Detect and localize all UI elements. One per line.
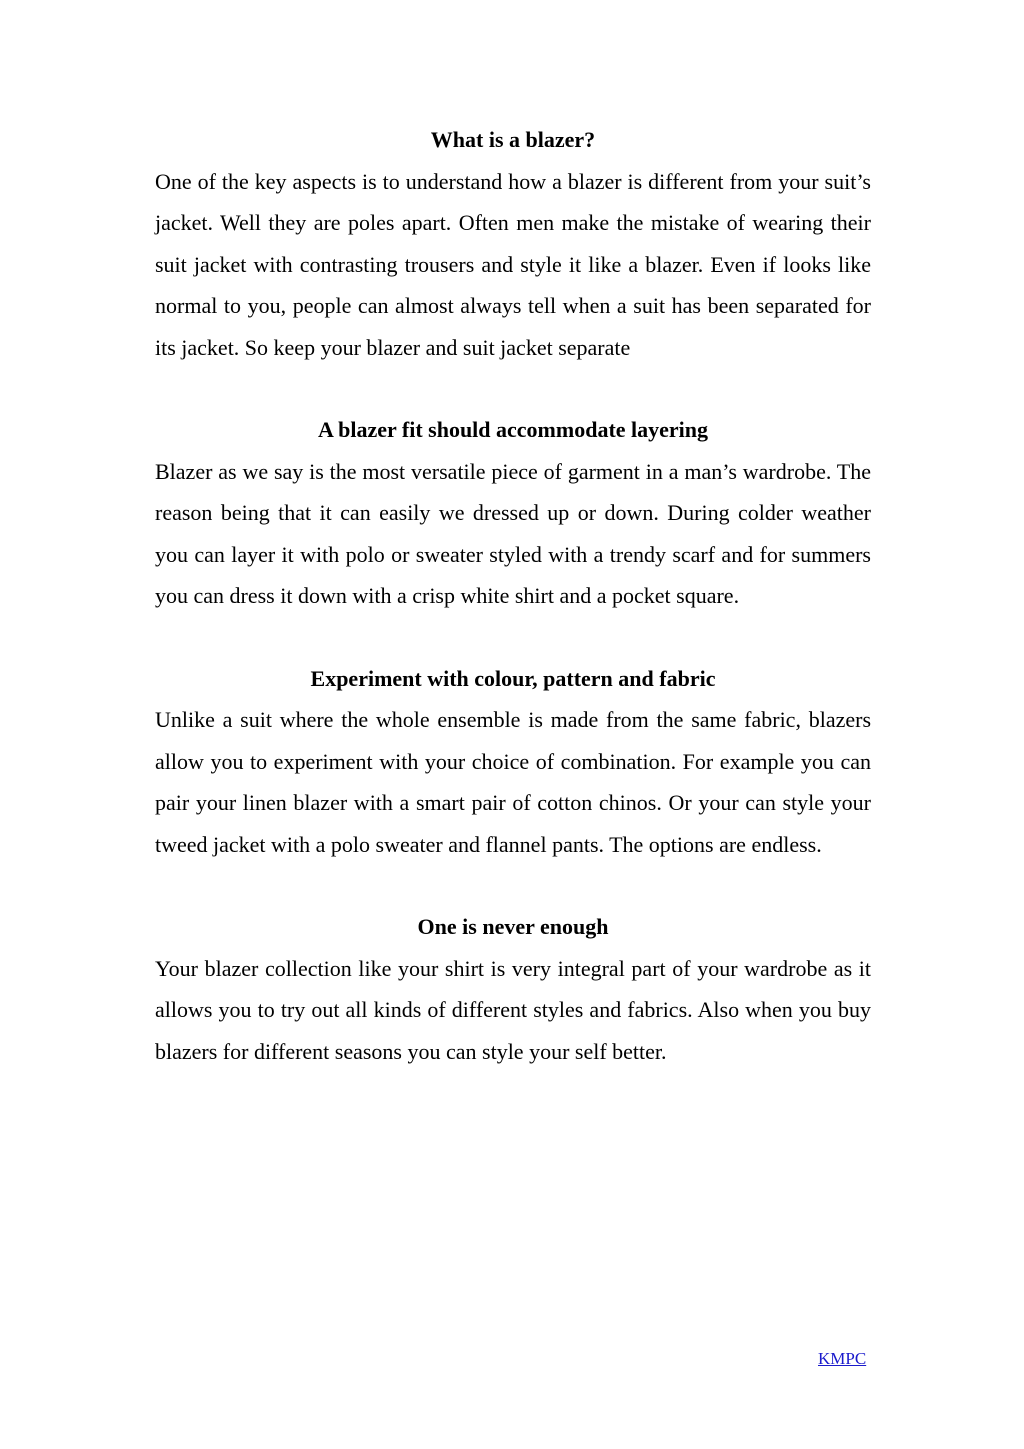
section-body: Your blazer collection like your shirt is very integral part of your wardrobe as it allows you to try out all kinds of different styles and fabrics. Also when you buy blazers for different seasons you can style your self better. — [155, 955, 871, 1064]
section-heading: Experiment with colour, pattern and fabric — [310, 665, 716, 691]
section-layering — [155, 409, 871, 617]
section-experiment — [155, 658, 871, 866]
document-page — [155, 119, 871, 1113]
section-one-is-never-enough — [155, 906, 871, 1072]
footer-link-kmpc[interactable]: KMPC — [818, 1349, 867, 1368]
section-what-is-a-blazer — [155, 119, 871, 368]
section-body: Blazer as we say is the most versatile piece of garment in a man’s wardrobe. The reason being that it can easily we dressed up or down. During colder weather you can layer it with polo or sweater styled with a trendy scarf and for summers you can dress it down with a crisp white shirt and a pocket square. — [155, 458, 871, 608]
section-body: One of the key aspects is to understand how a blazer is different from your suit’s jacket. Well they are poles apart. Often men make the mistake of wearing their suit jacket with contrasting trousers and style it like a blazer. Even if looks like normal to you, people can almost always tell when a suit has been separated for its jacket. So keep your blazer and suit jacket separate — [155, 168, 871, 360]
section-heading: A blazer fit should accommodate layering — [317, 417, 709, 442]
section-heading: What is a blazer? — [430, 127, 596, 152]
section-body: Unlike a suit where the whole ensemble is made from the same fabric, blazers allow you to experiment with your choice of combination. For example you can pair your linen blazer with a smart pair of cotton chinos. Or your can style your tweed jacket with a polo sweater and flannel pants. The options are endless. — [155, 707, 871, 857]
section-heading: One is never enough — [417, 914, 609, 939]
